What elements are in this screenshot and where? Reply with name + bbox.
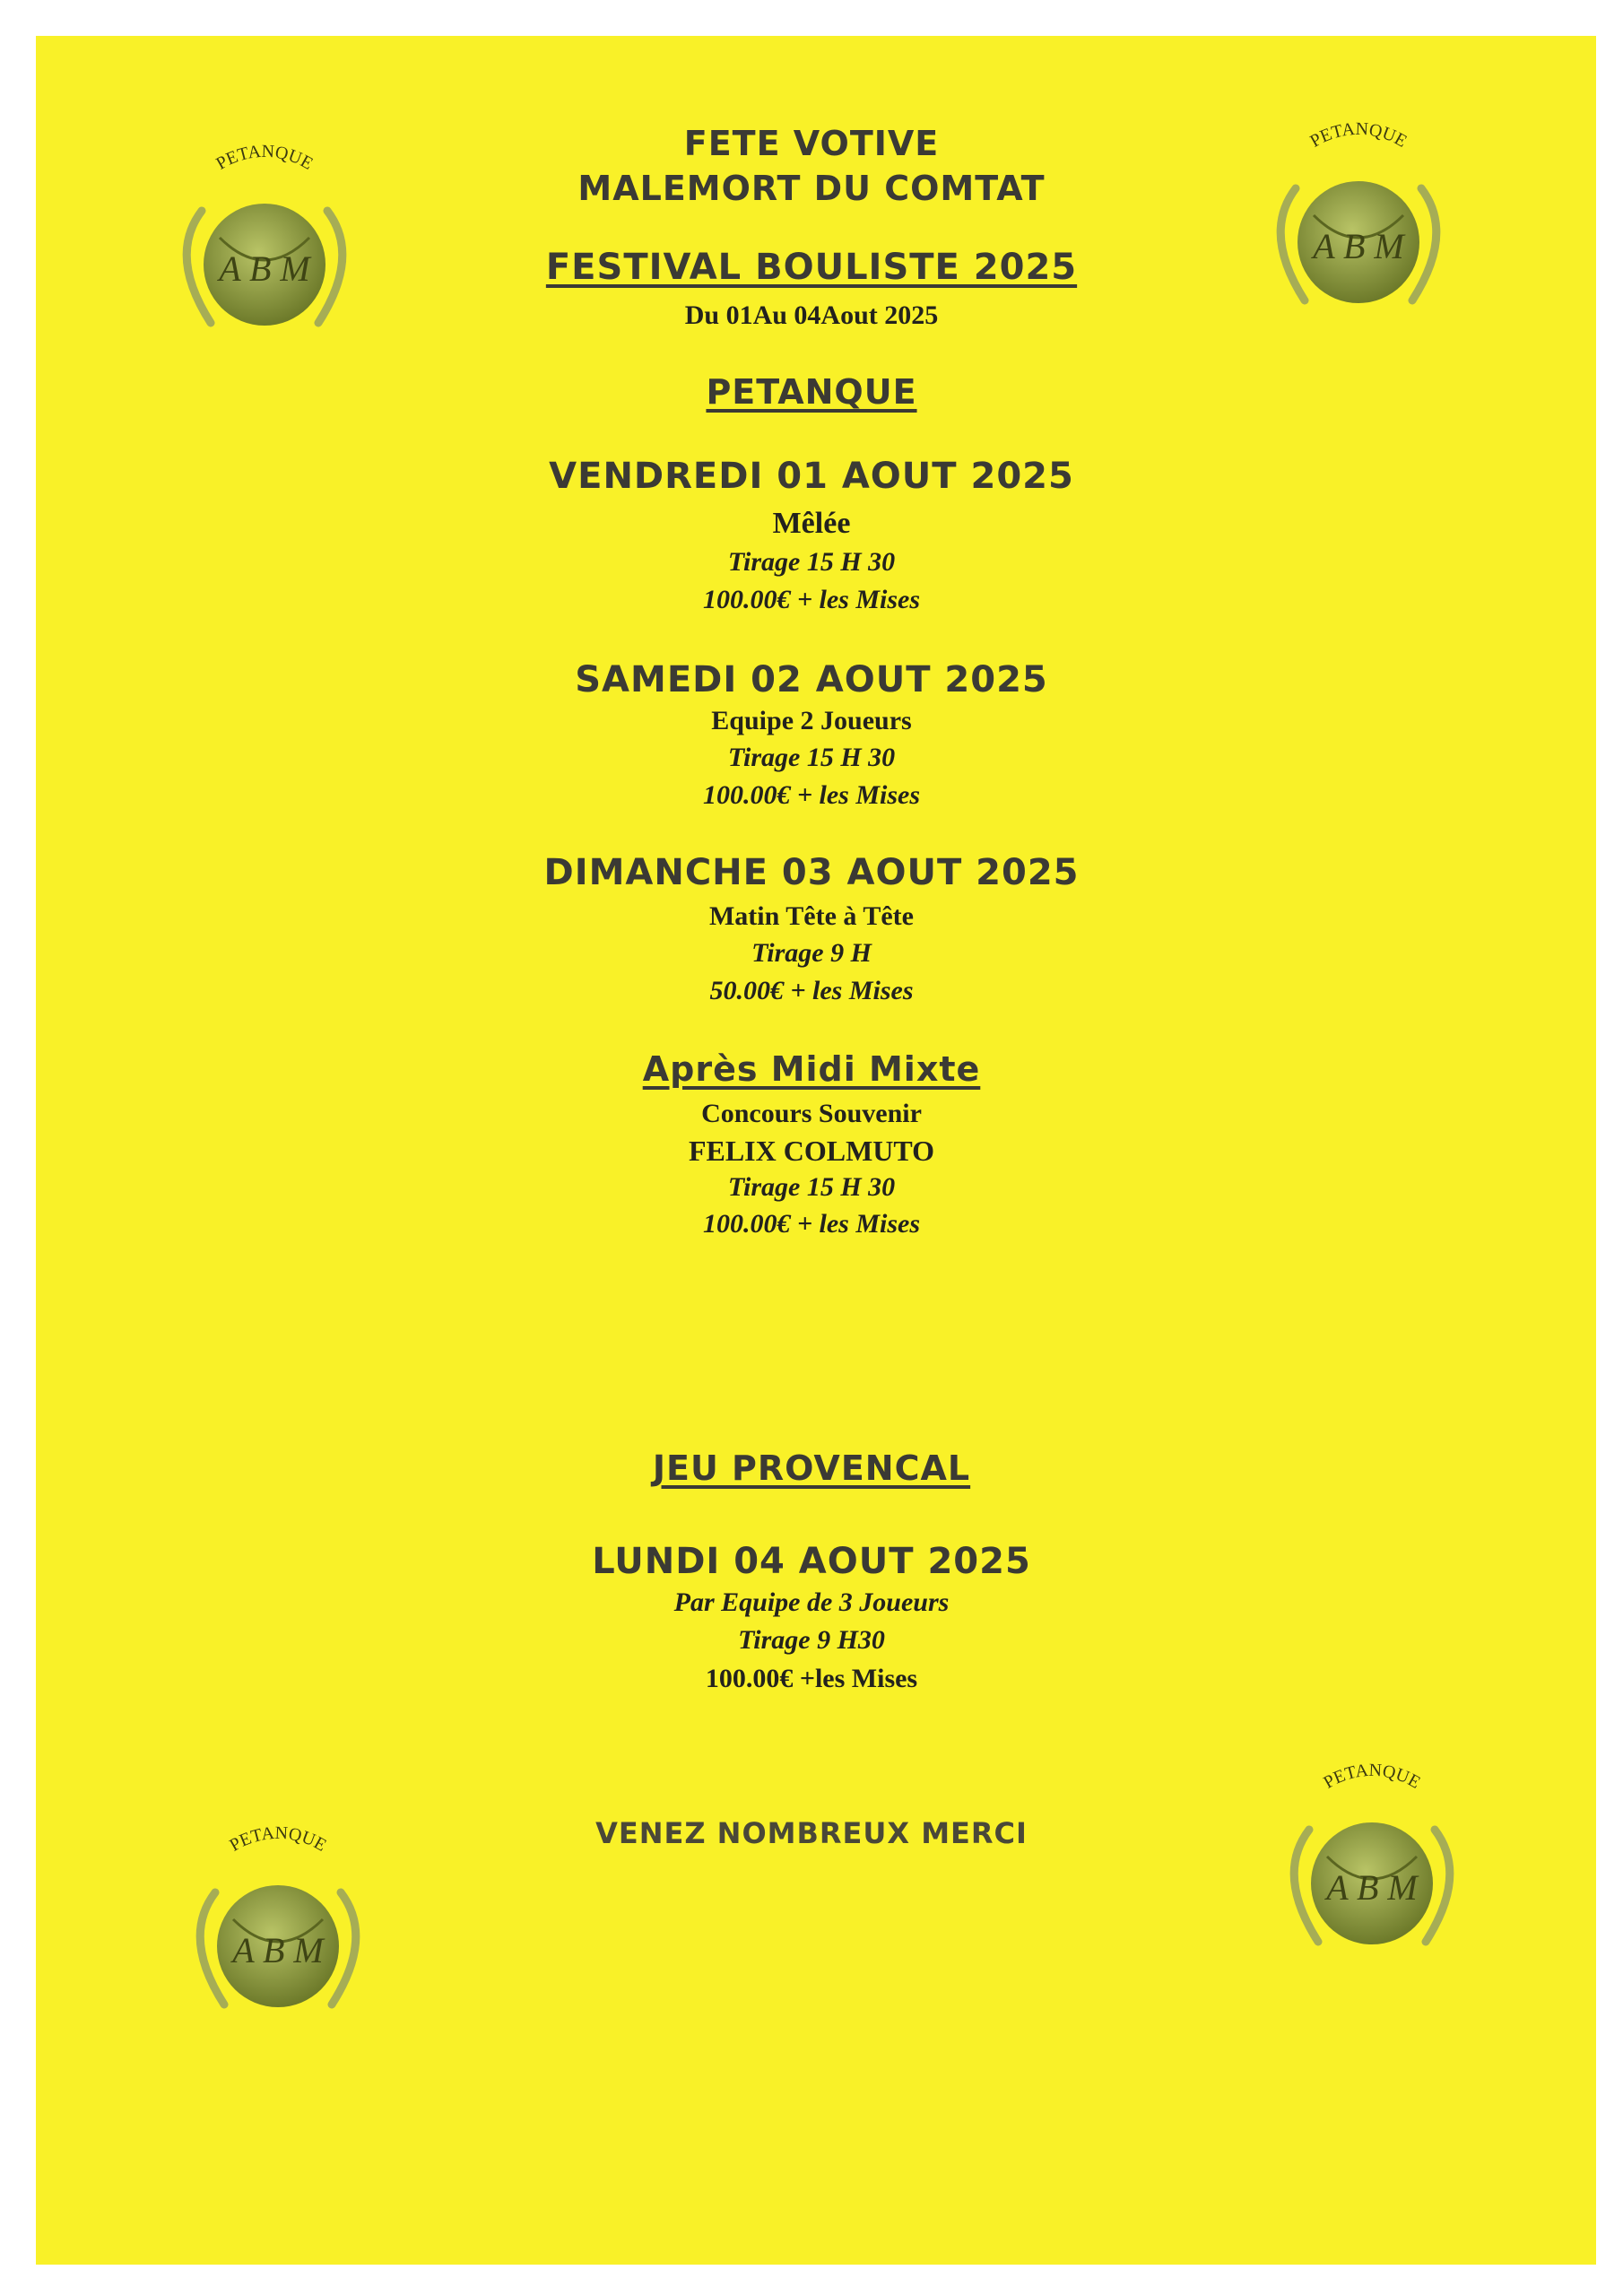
event-tirage-friday: Tirage 15 H 30 [727,547,896,577]
header-line-1: FETE VOTIVE [683,124,940,163]
provencal-tirage: Tirage 9 H30 [738,1625,885,1655]
provencal-day: LUNDI 04 AOUT 2025 [592,1541,1031,1582]
event-prize-saturday: 100.00€ + les Mises [702,780,921,810]
afternoon-heading [0,1049,1623,1089]
svg-text:PETANQUE: PETANQUE [1306,118,1410,152]
svg-text:PETANQUE: PETANQUE [1320,1760,1424,1793]
event-type-saturday: Equipe 2 Joueurs [711,706,912,735]
event-day-saturday: SAMEDI 02 AOUT 2025 [575,659,1048,700]
event-type-friday: Mêlée [772,507,851,540]
svg-text:A B M: A B M [232,1930,324,1970]
afternoon-line-1: Concours Souvenir [701,1099,922,1128]
svg-text:PETANQUE: PETANQUE [213,141,317,174]
provencal-heading [0,1448,1623,1488]
club-logo-bottom-right [1255,1749,1488,1982]
event-tirage-sunday: Tirage 9 H [751,938,872,968]
festival-title-text: FESTIVAL BOULISTE 2025 [545,247,1078,288]
event-day-sunday: DIMANCHE 03 AOUT 2025 [543,852,1080,893]
event-tirage-saturday: Tirage 15 H 30 [727,743,896,772]
provencal-prize: 100.00€ +les Mises [705,1664,918,1693]
afternoon-prize: 100.00€ + les Mises [702,1209,921,1239]
event-prize-sunday: 50.00€ + les Mises [709,976,914,1005]
event-type-sunday: Matin Tête à Tête [708,901,914,931]
svg-text:A B M: A B M [219,248,310,289]
festival-title [0,247,1623,288]
petanque-heading [0,372,1623,412]
event-prize-friday: 100.00€ + les Mises [702,585,921,614]
afternoon-line-2: FELIX COLMUTO [688,1135,935,1167]
festival-dates: Du 01Au 04Aout 2025 [684,300,939,330]
svg-text:A B M: A B M [1313,226,1404,266]
event-day-friday: VENDREDI 01 AOUT 2025 [549,456,1074,497]
header-line-2: MALEMORT DU COMTAT [577,169,1046,208]
footer-message: VENEZ NOMBREUX MERCI [595,1816,1028,1850]
afternoon-heading-text: Après Midi Mixte [642,1049,981,1089]
svg-text:A B M: A B M [1326,1867,1418,1908]
afternoon-tirage: Tirage 15 H 30 [727,1172,896,1202]
petanque-heading-text: PETANQUE [706,372,917,412]
provencal-type: Par Equipe de 3 Joueurs [673,1587,950,1617]
svg-text:PETANQUE: PETANQUE [226,1822,330,1856]
provencal-heading-text: JEU PROVENCAL [652,1448,971,1488]
